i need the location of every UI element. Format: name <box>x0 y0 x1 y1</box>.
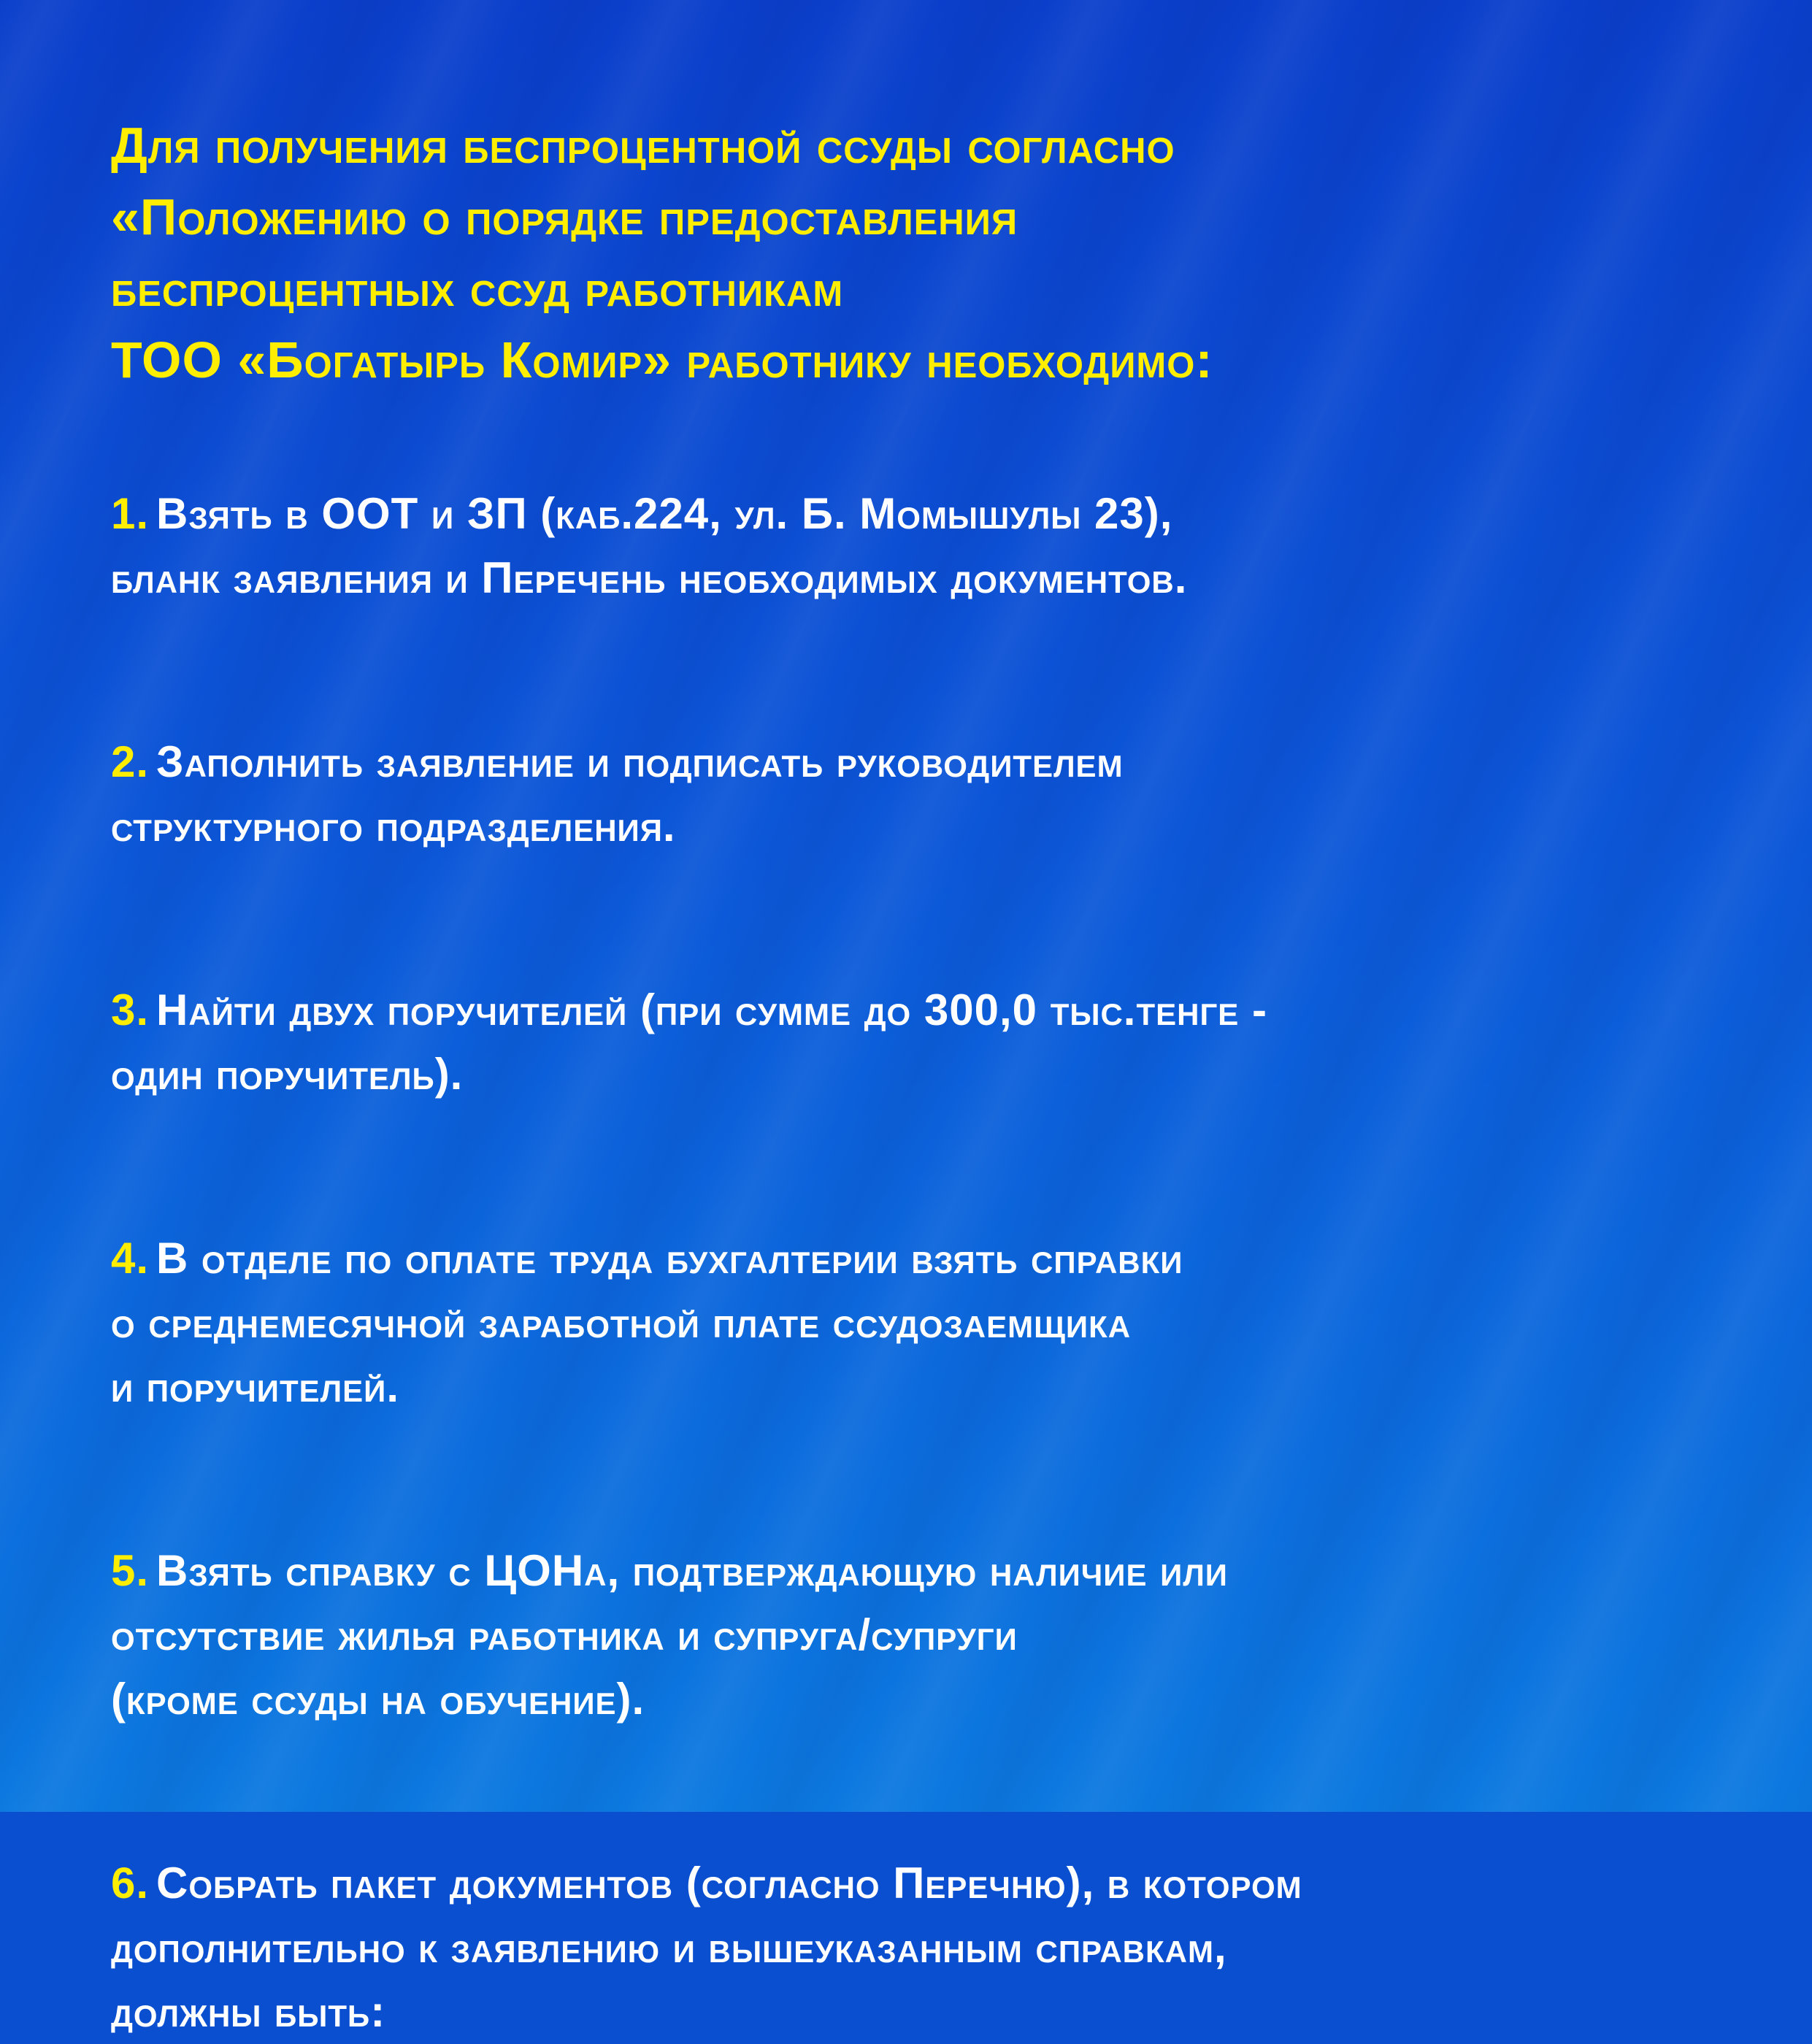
intro-line: ТОО «Богатырь Комир» работнику необходимо: <box>111 331 1213 388</box>
step-5 <box>111 1539 1732 1732</box>
step-text: Заполнить заявление и подписать руководителем <box>156 737 1124 786</box>
step-line: (кроме ссуды на обучение). <box>111 1675 645 1724</box>
step-number: 4. <box>111 1234 150 1283</box>
step-4 <box>111 1226 1732 1419</box>
step-line: о среднемесячной заработной плате ссудозаемщика <box>111 1298 1132 1347</box>
step-line <box>111 482 1732 546</box>
step-line: дополнительно к заявлению и вышеуказанным справкам, <box>111 1923 1227 1972</box>
step-number: 3. <box>111 986 150 1034</box>
step-line: должны быть: <box>111 1987 386 2036</box>
intro-line: «Положению о порядке предоставления <box>111 188 1018 245</box>
step-2 <box>111 730 1732 858</box>
intro-line: Для получения беспроцентной ссуды согласно <box>111 117 1175 174</box>
step-line <box>111 1226 1732 1291</box>
step-number: 2. <box>111 737 150 786</box>
step-line <box>111 1539 1732 1603</box>
step-number: 1. <box>111 489 150 538</box>
step-number: 6. <box>111 1859 150 1907</box>
step-line <box>111 978 1732 1042</box>
content <box>111 110 1732 2044</box>
steps-list <box>111 482 1732 2044</box>
step-number: 5. <box>111 1546 150 1595</box>
step-6 <box>111 1851 1732 2044</box>
step-text: В отделе по оплате труда бухгалтерии взять справки <box>156 1234 1183 1283</box>
step-line <box>111 1851 1732 1916</box>
step-text: Взять в ООТ и ЗП (каб.224, ул. Б. Момышулы 23), <box>156 489 1173 538</box>
step-line: бланк заявления и Перечень необходимых документов. <box>111 553 1188 602</box>
step-3 <box>111 978 1732 1107</box>
intro-heading <box>111 110 1732 396</box>
step-line: один поручитель). <box>111 1050 464 1099</box>
step-line: отсутствие жилья работника и супруга/супруги <box>111 1610 1018 1659</box>
intro-line: беспроцентных ссуд работникам <box>111 260 844 317</box>
step-line: и поручителей. <box>111 1362 400 1411</box>
step-text: Найти двух поручителей (при сумме до 300,0 тыс.тенге - <box>156 986 1267 1034</box>
step-1 <box>111 482 1732 610</box>
step-line: структурного подразделения. <box>111 802 676 850</box>
step-text: Собрать пакет документов (согласно Перечню), в котором <box>156 1859 1302 1907</box>
step-text: Взять справку с ЦОНа, подтверждающую наличие или <box>156 1546 1228 1595</box>
step-line <box>111 730 1732 794</box>
